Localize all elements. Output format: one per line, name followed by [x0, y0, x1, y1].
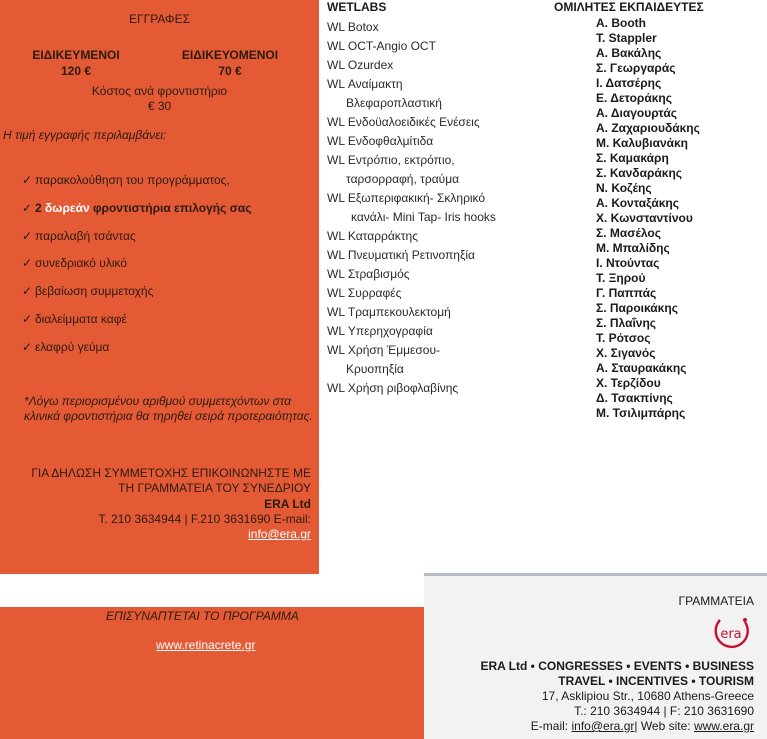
list-item: WL Χρήση ριβοφλαβίνης — [327, 381, 459, 395]
wetlabs-title: WETLABS — [327, 0, 387, 14]
era-logo-icon — [711, 612, 751, 652]
trainee-price: 70 € — [218, 64, 242, 78]
registration-title: ΕΓΓΡΑΦΕΣ — [129, 12, 190, 26]
list-item: T. Stappler — [596, 31, 657, 45]
list-item: WL Ενδοφθαλμίτιδα — [327, 134, 434, 148]
list-item: WL Χρήση Έμμεσου- Κρυοπηξία — [327, 343, 441, 376]
list-item: Ν. Κοζέης — [596, 181, 652, 195]
list-item: WL Καταρράκτης — [327, 229, 418, 243]
era-services-line-2: TRAVEL • INCENTIVES • TOURISM — [558, 674, 754, 688]
wetlabs-list — [327, 18, 496, 398]
trainee-label: ΕΙΔΙΚΕΥΟΜΕΝΟΙ — [181, 48, 279, 62]
specialist-label: ΕΙΔΙΚΕΥΜΕΝΟΙ — [32, 48, 120, 62]
list-item: WL Botox — [327, 20, 379, 34]
list-item: Σ. Παροικάκης — [596, 301, 678, 315]
list-item: Χ. Σιγανός — [596, 346, 656, 360]
logo-wordmark: era — [720, 627, 742, 642]
era-address: 17, Asklipiou Str., 10680 Athens-Greece — [541, 689, 754, 703]
speakers-list — [596, 16, 700, 421]
workshop-cost — [0, 84, 319, 114]
program-panel — [0, 607, 424, 739]
list-item: WL Στραβισμός — [327, 267, 410, 281]
list-item: Σ. Καμακάρη — [596, 151, 669, 165]
checkmark-icon: ✓ — [22, 284, 33, 299]
list-item: WL Υπερηχογραφία — [327, 324, 433, 338]
conference-site-link[interactable]: www.retinacrete.gr — [156, 638, 256, 652]
checkmark-icon: ✓ — [22, 228, 33, 243]
list-item: WL Ozurdex — [327, 58, 394, 72]
era-email-link[interactable]: info@era.gr — [571, 719, 635, 733]
contact-line-1: ΓΙΑ ΔΗΛΩΣΗ ΣΥΜΜΕΤΟΧΗΣ ΕΠΙΚΟΙΝΩΝΗΣΤΕ ΜΕ — [31, 466, 311, 480]
list-item: WL Συρραφές — [327, 286, 402, 300]
speakers-title: ΟΜΙΛΗΤΕΣ ΕΚΠΑΙΔΕΥΤΕΣ — [554, 0, 704, 14]
specialist-price: 120 € — [60, 64, 92, 78]
era-website-link[interactable]: www.era.gr — [693, 719, 754, 733]
list-item: Α. Διαγουρτάς — [596, 106, 677, 120]
specialist-price-block — [6, 47, 146, 79]
secretariat-title: ΓΡΑΜΜΑΤΕΙΑ — [678, 594, 754, 608]
secretariat-box — [424, 573, 767, 739]
list-item: Τ. Ρότσος — [596, 331, 651, 345]
list-item: WL Εντρόπιο, εκτρόπιο, ταρσορραφή, τραύμα — [327, 153, 460, 186]
checkmark-icon: ✓ — [22, 200, 33, 215]
contact-email-link[interactable]: info@era.gr — [248, 527, 311, 542]
list-item: ✓ συνεδριακό υλικό — [22, 253, 252, 281]
list-item: Δ. Τσακπίνης — [596, 391, 673, 405]
list-item — [22, 198, 252, 226]
contact-block — [1, 466, 311, 542]
list-item: WL OCT-Angio OCT — [327, 39, 436, 53]
list-item: Σ. Κανδαράκης — [596, 166, 683, 180]
list-item: WL Αναίμακτη Βλεφαροπλαστική — [327, 77, 442, 110]
era-services-line-1: ERA Ltd • CONGRESSES • EVENTS • BUSINESS — [480, 659, 754, 673]
list-item: ✓ παραλαβή τσάντας — [22, 226, 252, 254]
checkmark-icon: ✓ — [22, 339, 33, 354]
list-item: Μ. Καλυβιανάκη — [596, 136, 689, 150]
workshop-cost-label: Κόστος ανά φροντιστήριο — [91, 84, 228, 98]
workshop-cost-value: € 30 — [147, 99, 172, 113]
checkmark-icon: ✓ — [22, 173, 33, 187]
list-item: ✓ βεβαίωση συμμετοχής — [22, 281, 252, 309]
list-item: A. Booth — [596, 16, 646, 30]
secretariat-details — [424, 659, 754, 734]
list-item: Χ. Κωνσταντίνου — [596, 211, 693, 225]
contact-company: ERA Ltd — [264, 496, 311, 511]
priority-note: *Λόγω περιορισμένου αριθμού συμμετεχόντων στα κλινικά φροντιστήρια θα τηρηθεί σειρά προτεραιότητας. — [24, 394, 313, 423]
list-item: Μ. Τσιλιμπάρης — [596, 406, 686, 420]
list-item: Ε. Δετοράκης — [596, 91, 672, 105]
list-item: ✓ παρακολούθηση του προγράμματος, — [22, 170, 252, 198]
list-item: WL Ενδοϋαλοειδικές Ενέσεις — [327, 115, 480, 129]
free-workshops-text: φροντιστήρια επιλογής σας — [92, 200, 252, 215]
checkmark-icon: ✓ — [22, 311, 33, 326]
list-item: ✓ ελαφρύ γεύμα — [22, 337, 252, 365]
includes-title: Η τιμή εγγραφής περιλαμβάνει: — [3, 128, 167, 142]
list-item: Σ. Μασέλος — [596, 226, 661, 240]
list-item: Σ. Πλαΐνης — [596, 316, 657, 330]
list-item: Ι. Δατσέρης — [596, 76, 662, 90]
era-phones: T.: 210 3634944 | F: 210 3631690 — [574, 704, 754, 718]
list-item: Α. Βακάλης — [596, 46, 662, 60]
list-item: Μ. Μπαλίδης — [596, 241, 670, 255]
free-highlight: δωρεάν — [45, 200, 90, 215]
list-item: WL Τραμπεκουλεκτομή — [327, 305, 451, 319]
registration-panel — [0, 0, 319, 574]
contact-line-2: ΤΗ ΓΡΑΜΜΑΤΕΙΑ ΤΟΥ ΣΥΝΕΔΡΙΟΥ — [118, 481, 311, 496]
list-item: WL Εξωπεριφακική- Σκληρικό κανάλι- Mini Tap- Iris hooks — [327, 191, 496, 224]
list-item: Ι. Ντούντας — [596, 256, 660, 270]
free-workshops-count: 2 — [35, 200, 42, 215]
list-item: Γ. Παππάς — [596, 286, 657, 300]
trainee-price-block — [160, 47, 300, 79]
list-item: Σ. Γεωργαράς — [596, 61, 676, 75]
list-item: Τ. Ξηρού — [596, 271, 646, 285]
contact-phones: T. 210 3634944 | F.210 3631690 E-mail: — [98, 511, 311, 526]
checkmark-icon: ✓ — [22, 256, 33, 271]
era-contacts: E-mail: info@era.gr| Web site: www.era.gr — [530, 719, 754, 733]
list-item: Α. Κονταξάκης — [596, 196, 679, 210]
list-item: ✓ διαλείμματα καφέ — [22, 309, 252, 337]
program-note: ΕΠΙΣΥΝΑΠΤΕΤΑΙ ΤΟ ΠΡΟΓΡΑΜΜΑ — [106, 609, 299, 623]
list-item: Χ. Τερζίδου — [596, 376, 661, 390]
list-item: WL Πνευματική Ρετινοπηξία — [327, 248, 475, 262]
list-item: Α. Σταυρακάκης — [596, 361, 687, 375]
includes-list — [22, 170, 252, 365]
list-item: Α. Ζαχαριουδάκης — [596, 121, 700, 135]
